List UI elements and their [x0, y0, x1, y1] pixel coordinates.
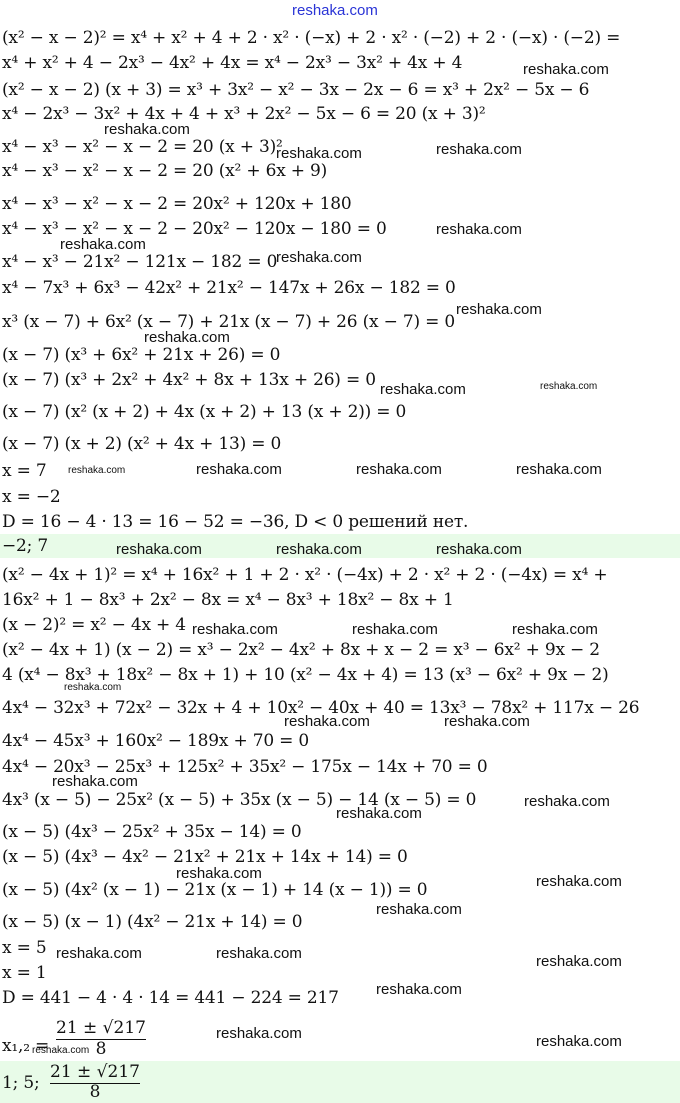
solution-line: x⁴ − 2x³ − 3x² + 4x + 4 + x³ + 2x² − 5x − 6 = 20 (x + 3)² [2, 104, 486, 124]
solution-line: x⁴ − x³ − x² − x − 2 = 20 (x² + 6x + 9) [2, 161, 328, 181]
answer-numerator: 21 ± √217 [50, 1062, 140, 1082]
solution-line: x = −2 [2, 487, 61, 507]
solution-line: x³ (x − 7) + 6x² (x − 7) + 21x (x − 7) + 26 (x − 7) = 0 [2, 312, 455, 332]
watermark: reshaka.com [56, 945, 142, 962]
watermark: reshaka.com [436, 221, 522, 238]
solution-line: x⁴ − x³ − x² − x − 2 = 20x² + 120x + 180 [2, 194, 352, 214]
solution-line: (x² − x − 2) (x + 3) = x³ + 3x² − x² − 3x − 2x − 6 = x³ + 2x² − 5x − 6 [2, 80, 590, 100]
solution-line: D = 441 − 4 · 4 · 14 = 441 − 224 = 217 [2, 988, 339, 1008]
watermark: reshaka.com [32, 1045, 90, 1056]
final-answer-fraction [50, 1062, 140, 1102]
watermark: reshaka.com [60, 236, 146, 253]
solution-line: 4x⁴ − 32x³ + 72x² − 32x + 4 + 10x² − 40x + 40 = 13x³ − 78x² + 117x − 26 [2, 698, 640, 718]
watermark: reshaka.com [376, 901, 462, 918]
watermark: reshaka.com [536, 1033, 622, 1050]
watermark: reshaka.com [380, 381, 466, 398]
solution-line: (x − 7) (x + 2) (x² + 4x + 13) = 0 [2, 434, 282, 454]
watermark: reshaka.com [540, 381, 598, 392]
solution-line: (x² − x − 2)² = x⁴ + x² + 4 + 2 · x² · (−x) + 2 · x² · (−2) + 2 · (−x) · (−2) = [2, 28, 621, 48]
solution-line: 4x⁴ − 45x³ + 160x² − 189x + 70 = 0 [2, 731, 310, 751]
solution-line: x⁴ − 7x³ + 6x³ − 42x² + 21x² − 147x + 26x − 182 = 0 [2, 278, 456, 298]
watermark: reshaka.com [536, 953, 622, 970]
watermark: reshaka.com [523, 61, 609, 78]
watermark: reshaka.com [516, 461, 602, 478]
watermark: reshaka.com [52, 773, 138, 790]
watermark: reshaka.com [276, 249, 362, 266]
solution-line: x = 7 [2, 461, 47, 481]
watermark: reshaka.com [336, 805, 422, 822]
watermark: reshaka.com [276, 145, 362, 162]
solution-line: x⁴ − x³ − x² − x − 2 = 20 (x + 3)² [2, 137, 283, 157]
solution-line: (x − 5) (4x³ − 25x² + 35x − 14) = 0 [2, 822, 302, 842]
solution-line: 16x² + 1 − 8x³ + 2x² − 8x = x⁴ − 8x³ + 18x² − 8x + 1 [2, 590, 454, 610]
watermark: reshaka.com [192, 621, 278, 638]
solution-line: x⁴ − x³ − x² − x − 2 − 20x² − 120x − 180 = 0 [2, 219, 387, 239]
answer-denominator: 8 [89, 1082, 101, 1102]
solution-line: (x − 7) (x² (x + 2) + 4x (x + 2) + 13 (x + 2)) = 0 [2, 402, 407, 422]
solution-line: (x − 5) (4x³ − 4x² − 21x² + 21x + 14x + 14) = 0 [2, 847, 408, 867]
watermark: reshaka.com [436, 141, 522, 158]
solution-line: 4 (x⁴ − 8x³ + 18x² − 8x + 1) + 10 (x² − 4x + 4) = 13 (x³ − 6x² + 9x − 2) [2, 665, 609, 685]
watermark: reshaka.com [356, 461, 442, 478]
watermark: reshaka.com [216, 945, 302, 962]
solution-line: (x − 5) (4x² (x − 1) − 21x (x − 1) + 14 (x − 1)) = 0 [2, 880, 428, 900]
watermark: reshaka.com [536, 873, 622, 890]
solution-line: (x² − 4x + 1)² = x⁴ + 16x² + 1 + 2 · x² · (−4x) + 2 · x² + 2 · (−4x) = x⁴ + [2, 565, 608, 585]
solution-line: (x − 2)² = x² − 4x + 4 [2, 615, 186, 635]
header-watermark: reshaka.com [292, 2, 378, 19]
watermark: reshaka.com [456, 301, 542, 318]
solution-line: x⁴ − x³ − 21x² − 121x − 182 = 0 [2, 252, 278, 272]
solution-line: 4x⁴ − 20x³ − 25x³ + 125x² + 35x² − 175x − 14x + 70 = 0 [2, 757, 488, 777]
watermark: reshaka.com [68, 465, 126, 476]
watermark: reshaka.com [436, 541, 522, 558]
watermark: reshaka.com [512, 621, 598, 638]
solution-line: D = 16 − 4 · 13 = 16 − 52 = −36, D < 0 решений нет. [2, 512, 469, 532]
solution-line: x⁴ + x² + 4 − 2x³ − 4x² + 4x = x⁴ − 2x³ − 3x² + 4x + 4 [2, 53, 463, 73]
solution-line: (x − 7) (x³ + 2x² + 4x² + 8x + 13x + 26) = 0 [2, 370, 376, 390]
roots-numerator: 21 ± √217 [56, 1018, 146, 1038]
solution-line: x = 1 [2, 963, 47, 983]
watermark: reshaka.com [216, 1025, 302, 1042]
solution-line: (x² − 4x + 1) (x − 2) = x³ − 2x² − 4x² + 8x + x − 2 = x³ − 6x² + 9x − 2 [2, 640, 600, 660]
solution-line: x = 5 [2, 938, 47, 958]
watermark: reshaka.com [176, 865, 262, 882]
watermark: reshaka.com [196, 461, 282, 478]
watermark: reshaka.com [64, 682, 122, 693]
watermark: reshaka.com [352, 621, 438, 638]
solution-line: (x − 5) (x − 1) (4x² − 21x + 14) = 0 [2, 912, 303, 932]
watermark: reshaka.com [284, 713, 370, 730]
final-answer-prefix: 1; 5; [2, 1073, 40, 1093]
watermark: reshaka.com [104, 121, 190, 138]
watermark: reshaka.com [144, 329, 230, 346]
watermark: reshaka.com [116, 541, 202, 558]
watermark: reshaka.com [276, 541, 362, 558]
watermark: reshaka.com [444, 713, 530, 730]
solution-line: (x − 7) (x³ + 6x² + 21x + 26) = 0 [2, 345, 281, 365]
roots-formula-lhs: x₁,₂ = [2, 1036, 50, 1056]
watermark: reshaka.com [524, 793, 610, 810]
roots-denominator: 8 [95, 1039, 107, 1059]
answer-line: −2; 7 [2, 536, 49, 556]
solution-line: 4x³ (x − 5) − 25x² (x − 5) + 35x (x − 5) − 14 (x − 5) = 0 [2, 790, 477, 810]
watermark: reshaka.com [376, 981, 462, 998]
